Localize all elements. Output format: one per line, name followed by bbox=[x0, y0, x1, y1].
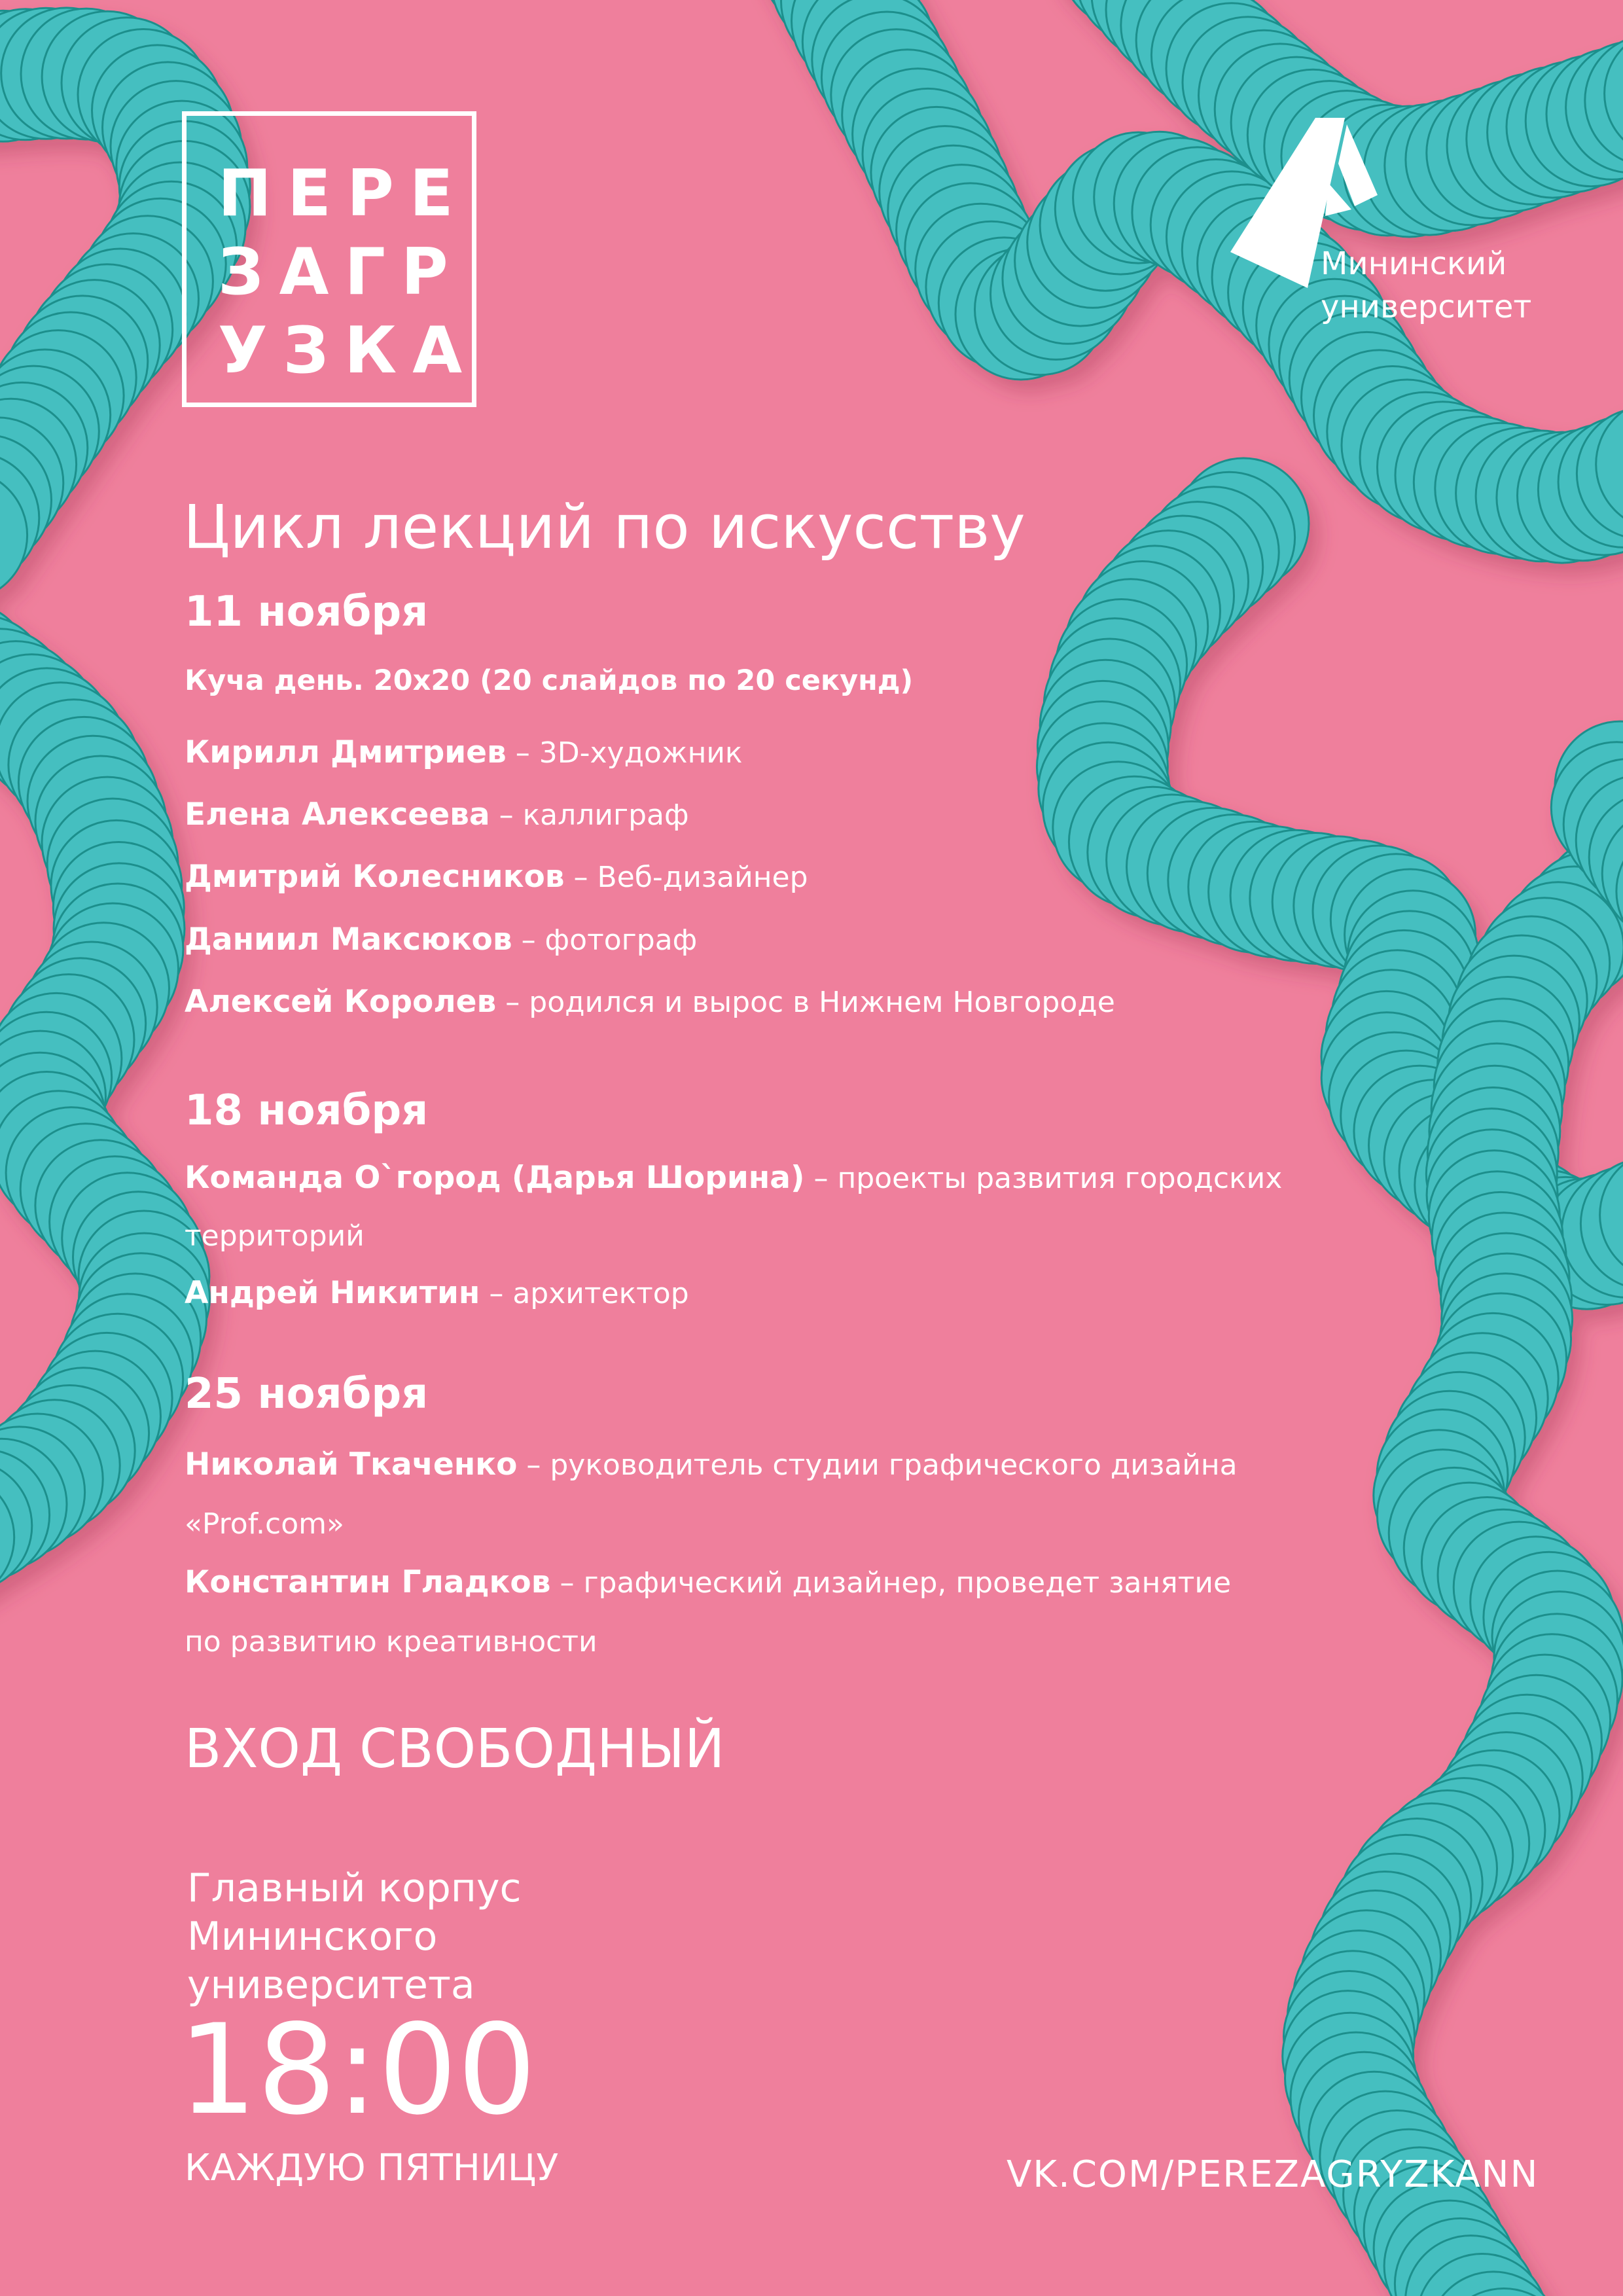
speaker-desc: по развитию креативности bbox=[185, 1625, 597, 1659]
speaker-name: Кирилл Дмитриев bbox=[185, 734, 507, 770]
speaker-desc: – родился и вырос в Нижнем Новгороде bbox=[496, 986, 1115, 1019]
page-title: Цикл лекций по искусству bbox=[183, 492, 1026, 562]
speaker-line bbox=[185, 1446, 1238, 1482]
speaker-line bbox=[185, 797, 689, 833]
speaker-line bbox=[185, 1564, 1231, 1600]
speaker-desc: – 3D-художник bbox=[506, 736, 743, 770]
speaker-name: Николай Ткаченко bbox=[185, 1446, 518, 1482]
speaker-line bbox=[185, 1505, 344, 1541]
logo-row-1: ПЕРЕ bbox=[218, 156, 469, 231]
date-heading: 25 ноября bbox=[185, 1370, 429, 1418]
speaker-desc: – архитектор bbox=[480, 1277, 689, 1310]
speaker-line bbox=[185, 1160, 1282, 1196]
speaker-desc: – графический дизайнер, проведет занятие bbox=[550, 1566, 1232, 1600]
speaker-line bbox=[185, 1275, 689, 1311]
speaker-line bbox=[185, 859, 808, 895]
schedule-label: КАЖДУЮ ПЯТНИЦУ bbox=[185, 2147, 559, 2189]
speaker-desc: – руководитель студии графического дизайна bbox=[517, 1448, 1238, 1482]
speaker-line bbox=[185, 922, 697, 958]
vk-link[interactable]: VK.COM/PEREZAGRYZKANN bbox=[1007, 2153, 1539, 2196]
speaker-name: Андрей Никитин bbox=[185, 1275, 480, 1311]
perezagruzka-logo bbox=[182, 111, 476, 407]
date-heading: 11 ноября bbox=[185, 588, 429, 636]
speaker-name: Дмитрий Колесников bbox=[185, 859, 565, 895]
speaker-desc: – Веб-дизайнер bbox=[564, 861, 808, 894]
free-entry-label: ВХОД СВОБОДНЫЙ bbox=[185, 1718, 725, 1780]
speaker-line bbox=[185, 984, 1115, 1020]
speaker-desc: – каллиграф bbox=[490, 798, 689, 832]
date-heading: 18 ноября bbox=[185, 1086, 429, 1135]
speaker-desc: «Prof.com» bbox=[185, 1507, 344, 1541]
logo-row-3: УЗКА bbox=[218, 314, 478, 388]
speaker-desc: территорий bbox=[185, 1219, 365, 1253]
venue-label: Главный корпус Мининского университета bbox=[187, 1865, 522, 2008]
speaker-name: Даниил Максюков bbox=[185, 922, 512, 958]
speaker-name: Команда О`город (Дарья Шорина) bbox=[185, 1160, 805, 1196]
logo-row-2: ЗАГР bbox=[218, 235, 464, 310]
university-name: Мининский университет bbox=[1321, 245, 1532, 325]
speaker-line bbox=[185, 1623, 597, 1659]
speaker-desc: – проекты развития городских bbox=[804, 1162, 1283, 1195]
date-subtitle: Куча день. 20х20 (20 слайдов по 20 секунд) bbox=[185, 664, 914, 697]
speaker-name: Алексей Королев bbox=[185, 984, 497, 1020]
time-label: 18:00 bbox=[178, 1998, 537, 2142]
speaker-name: Елена Алексеева bbox=[185, 797, 490, 833]
speaker-name: Константин Гладков bbox=[185, 1564, 551, 1600]
speaker-line bbox=[185, 1217, 365, 1253]
speaker-line bbox=[185, 734, 743, 770]
speaker-desc: – фотограф bbox=[512, 924, 698, 957]
